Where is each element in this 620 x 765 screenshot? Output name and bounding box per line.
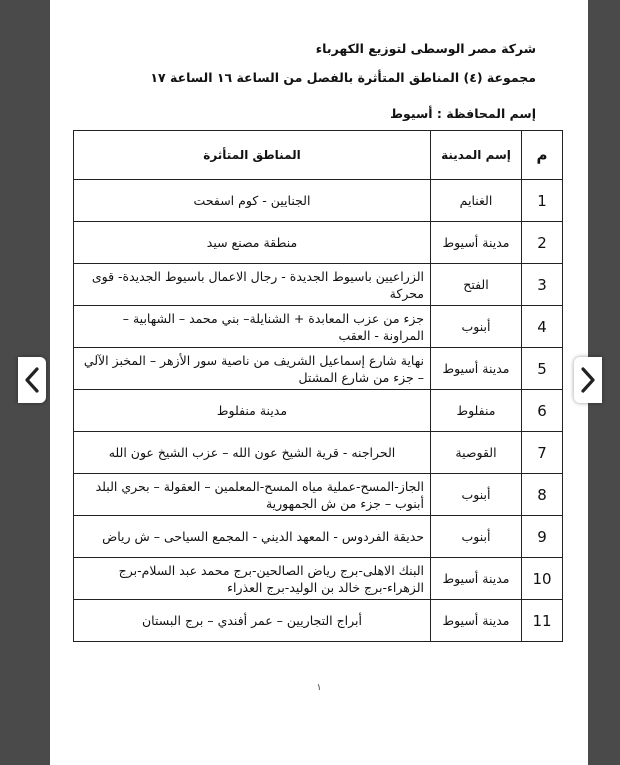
row-city: منفلوط xyxy=(431,390,522,432)
document-page xyxy=(50,0,588,765)
row-areas: حديقة الفردوس - المعهد الديني - المجمع السياحى – ش رياض xyxy=(74,516,431,558)
table-row xyxy=(74,222,563,264)
chevron-left-icon xyxy=(23,366,41,394)
row-city: القوصية xyxy=(431,432,522,474)
row-city: مدينة أسيوط xyxy=(431,600,522,642)
row-num: 5 xyxy=(522,348,563,390)
row-num: 2 xyxy=(522,222,563,264)
table-row xyxy=(74,516,563,558)
affected-areas-table xyxy=(73,130,563,642)
row-areas: أبراج التجاريين – عمر أفندي – برج البستان xyxy=(74,600,431,642)
row-areas: مدينة منفلوط xyxy=(74,390,431,432)
row-city: أبنوب xyxy=(431,474,522,516)
row-areas: منطقة مصنع سيد xyxy=(74,222,431,264)
table-row xyxy=(74,306,563,348)
row-city: مدينة أسيوط xyxy=(431,558,522,600)
header-city: إسم المدينة xyxy=(431,131,522,180)
row-city: أبنوب xyxy=(431,516,522,558)
row-areas: الحراجنه - قرية الشيخ عون الله – عزب الشيخ عون الله xyxy=(74,432,431,474)
row-num: 10 xyxy=(522,558,563,600)
table-header-row xyxy=(74,131,563,180)
row-num: 11 xyxy=(522,600,563,642)
table-row xyxy=(74,264,563,306)
table-row xyxy=(74,390,563,432)
header-num: م xyxy=(522,131,563,180)
previous-page-button[interactable] xyxy=(18,357,46,403)
row-num: 9 xyxy=(522,516,563,558)
row-areas: الجاز-المسح-عملية مياه المسح-المعلمين – العقولة – بحري البلد أبنوب – جزء من ش الجمهورية xyxy=(74,474,431,516)
row-areas: الزراعيين باسيوط الجديدة - رجال الاعمال باسيوط الجديدة- قوى محركة xyxy=(74,264,431,306)
company-name: شركة مصر الوسطى لتوزيع الكهرباء xyxy=(315,41,536,56)
row-num: 7 xyxy=(522,432,563,474)
table-row xyxy=(74,558,563,600)
row-num: 3 xyxy=(522,264,563,306)
row-city: مدينة أسيوط xyxy=(431,222,522,264)
row-num: 8 xyxy=(522,474,563,516)
row-city: الفتح xyxy=(431,264,522,306)
row-areas: جزء من عزب المعابدة + الشنايلة– بني محمد – الشهابية – المراونة - العقب xyxy=(74,306,431,348)
row-city: الغنايم xyxy=(431,180,522,222)
row-city: أبنوب xyxy=(431,306,522,348)
row-num: 4 xyxy=(522,306,563,348)
page-number: ١ xyxy=(316,683,322,693)
row-areas: الجنايين - كوم اسفحت xyxy=(74,180,431,222)
row-num: 6 xyxy=(522,390,563,432)
table-row xyxy=(74,600,563,642)
row-city: مدينة أسيوط xyxy=(431,348,522,390)
table-row xyxy=(74,348,563,390)
row-areas: نهاية شارع إسماعيل الشريف من ناصية سور الأزهر – المخبز الآلي – جزء من شارع المشتل xyxy=(74,348,431,390)
governorate-label: إسم المحافظة : أسيوط xyxy=(390,106,536,121)
header-areas: المناطق المتأثرة xyxy=(74,131,431,180)
row-num: 1 xyxy=(522,180,563,222)
group-title: مجموعة (٤) المناطق المتأثرة بالفصل من الساعة ١٦ الساعة ١٧ xyxy=(150,70,536,85)
row-areas: البنك الاهلى-برج رياض الصالحين-برج محمد عبد السلام-برج الزهراء-برج خالد بن الوليد-برج العذراء xyxy=(74,558,431,600)
table-row xyxy=(74,474,563,516)
next-page-button[interactable] xyxy=(574,357,602,403)
table-row xyxy=(74,180,563,222)
table-row xyxy=(74,432,563,474)
chevron-right-icon xyxy=(579,366,597,394)
